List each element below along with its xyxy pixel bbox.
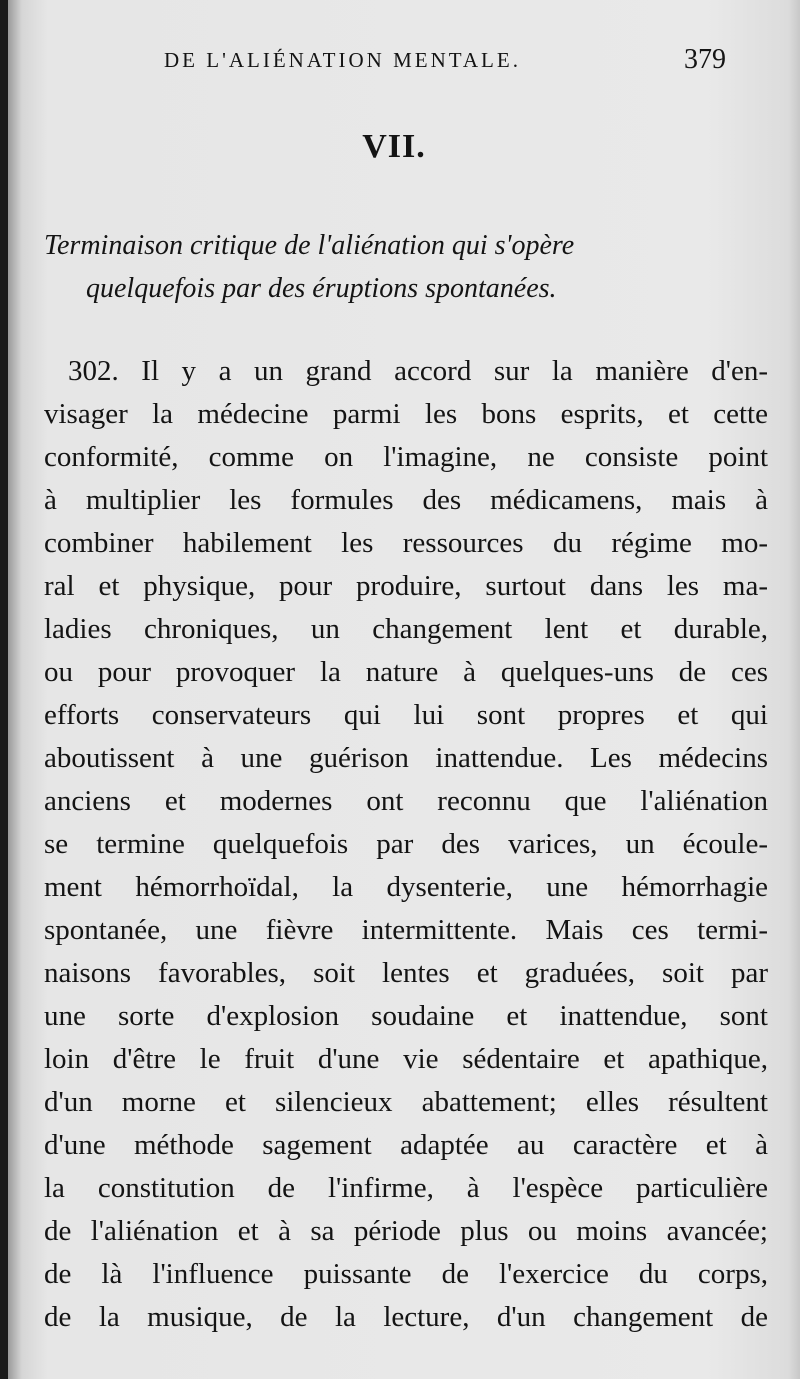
section-heading-line: quelquefois par des éruptions spontanées.	[86, 273, 557, 304]
text-line: naisons favorables, soit lentes et graduées, soit par	[44, 957, 768, 989]
paragraph-302	[44, 350, 768, 1339]
text-line: de l'aliénation et à sa période plus ou moins avancée;	[44, 1215, 768, 1247]
text-line: spontanée, une fièvre intermittente. Mais ces termi-	[44, 914, 768, 946]
text-line: la constitution de l'infirme, à l'espèce particulière	[44, 1172, 768, 1204]
section-heading	[44, 224, 764, 310]
text-line: ou pour provoquer la nature à quelques-uns de ces	[44, 656, 768, 688]
text-line: combiner habilement les ressources du régime mo-	[44, 527, 768, 559]
running-title: DE L'ALIÉNATION MENTALE.	[164, 48, 521, 72]
text-line: de la musique, de la lecture, d'un changement de	[44, 1301, 768, 1333]
text-line: se termine quelquefois par des varices, un écoule-	[44, 828, 768, 860]
book-page	[8, 0, 800, 1379]
text-line: à multiplier les formules des médicamens, mais à	[44, 484, 768, 516]
text-line: ral et physique, pour produire, surtout dans les ma-	[44, 570, 768, 602]
text-line: une sorte d'explosion soudaine et inattendue, sont	[44, 1000, 768, 1032]
page-number: 379	[684, 44, 726, 75]
text-line: d'une méthode sagement adaptée au caractère et à	[44, 1129, 768, 1161]
text-line: de là l'influence puissante de l'exercice du corps,	[44, 1258, 768, 1290]
text-line: anciens et modernes ont reconnu que l'aliénation	[44, 785, 768, 817]
text-line: aboutissent à une guérison inattendue. Les médecins	[44, 742, 768, 774]
text-line: 302. Il y a un grand accord sur la manière d'en-	[68, 355, 768, 387]
text-line: conformité, comme on l'imagine, ne consiste point	[44, 441, 768, 473]
section-heading-line: Terminaison critique de l'aliénation qui s'opère	[44, 230, 575, 261]
text-line: d'un morne et silencieux abattement; elles résultent	[44, 1086, 768, 1118]
text-line: efforts conservateurs qui lui sont propres et qui	[44, 699, 768, 731]
text-line: visager la médecine parmi les bons esprits, et cette	[44, 398, 768, 430]
text-line: ladies chroniques, un changement lent et durable,	[44, 613, 768, 645]
running-head	[8, 44, 800, 84]
text-line: loin d'être le fruit d'une vie sédentaire et apathique,	[44, 1043, 768, 1075]
section-number: VII.	[362, 128, 426, 165]
text-line: ment hémorrhoïdal, la dysenterie, une hémorrhagie	[44, 871, 768, 903]
